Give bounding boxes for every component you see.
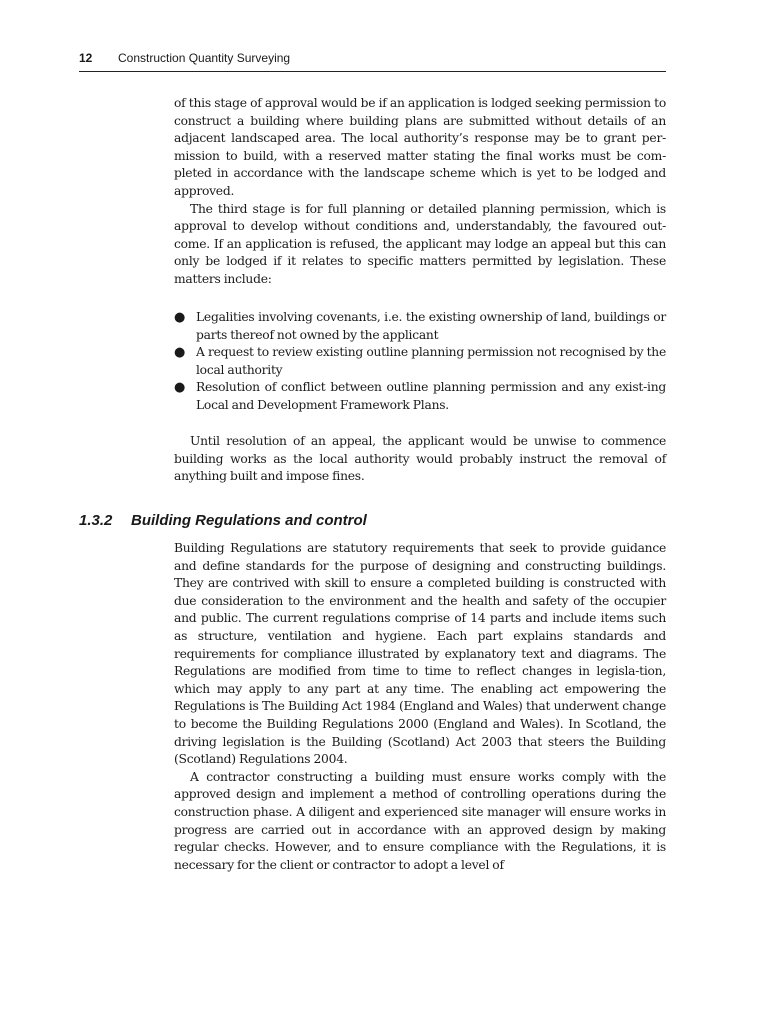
list-item bbox=[174, 379, 666, 414]
paragraph: The third stage is for full planning or detailed planning permission, which is approval to develop without conditions and, understandably, the favoured out-come. If an application is refused, the applicant may lodge an appeal but this can only be lodged if it relates to specific matters permitted by legislation. These matters include: bbox=[174, 201, 666, 286]
paragraph: of this stage of approval would be if an application is lodged seeking permission to construct a building where building plans are submitted without details of an adjacent landscaped area. The local authority’s response may be to grant per-mission to build, with a reserved matter stating the final works must be com-pleted in accordance with the landscape scheme which is yet to be lodged and approved. bbox=[174, 96, 666, 198]
bullet-icon: ● bbox=[174, 380, 186, 396]
section-number: 1.3.2 bbox=[79, 512, 113, 529]
bullet-list bbox=[174, 309, 666, 415]
page-number: 12 bbox=[79, 51, 93, 65]
list-item bbox=[174, 344, 666, 379]
body-text-block bbox=[174, 540, 666, 874]
list-item-text: Legalities involving covenants, i.e. the existing ownership of land, buildings or parts thereof not owned by the applicant bbox=[196, 310, 666, 342]
section-heading bbox=[79, 511, 367, 531]
body-text-block bbox=[174, 95, 666, 289]
page-header bbox=[79, 49, 666, 72]
list-item bbox=[174, 309, 666, 344]
section-title: Building Regulations and control bbox=[131, 512, 367, 529]
body-text-block bbox=[174, 433, 666, 486]
bullet-icon: ● bbox=[174, 345, 186, 361]
bullet-icon: ● bbox=[174, 310, 186, 325]
paragraph: A contractor constructing a building must ensure works comply with the approved design and implement a method of controlling operations during the construction phase. A diligent and experienced site manager will ensure works in progress are carried out in accordance with an approved design by making regular checks. However, and to ensure compliance with the Regulations, it is necessary for the client or contractor to adopt a level of bbox=[174, 769, 666, 872]
list-item-text: A request to review existing outline planning permission not recognised by the local authority bbox=[196, 345, 666, 377]
paragraph: Building Regulations are statutory requirements that seek to provide guidance and define standards for the purpose of designing and constructing buildings. They are contrived with skill to ensure a completed building is constructed with due consideration to the environment and the health and safety of the occupier and public. The current regulations comprise of 14 parts and include items such as structure, ventilation and hygiene. Each part explains standards and requirements for compliance illustrated by explanatory text and diagrams. The Regulations are modified from time to time to reflect changes in legisla-tion, which may apply to any part at any time. The enabling act empowering the Regulations is The Building Act 1984 (England and Wales) that underwent change to become the Building Regulations 2000 (England and Wales). In Scotland, the driving legislation is the Building (Scotland) Act 2003 that steers the Building (Scotland) Regulations 2004. bbox=[174, 541, 666, 767]
list-item-text: Resolution of conflict between outline planning permission and any exist-ing Local and Development Framework Plans. bbox=[196, 380, 666, 412]
running-title: Construction Quantity Surveying bbox=[118, 51, 291, 65]
paragraph: Until resolution of an appeal, the applicant would be unwise to commence building works as the local authority would probably instruct the removal of anything built and impose fines. bbox=[174, 434, 666, 484]
